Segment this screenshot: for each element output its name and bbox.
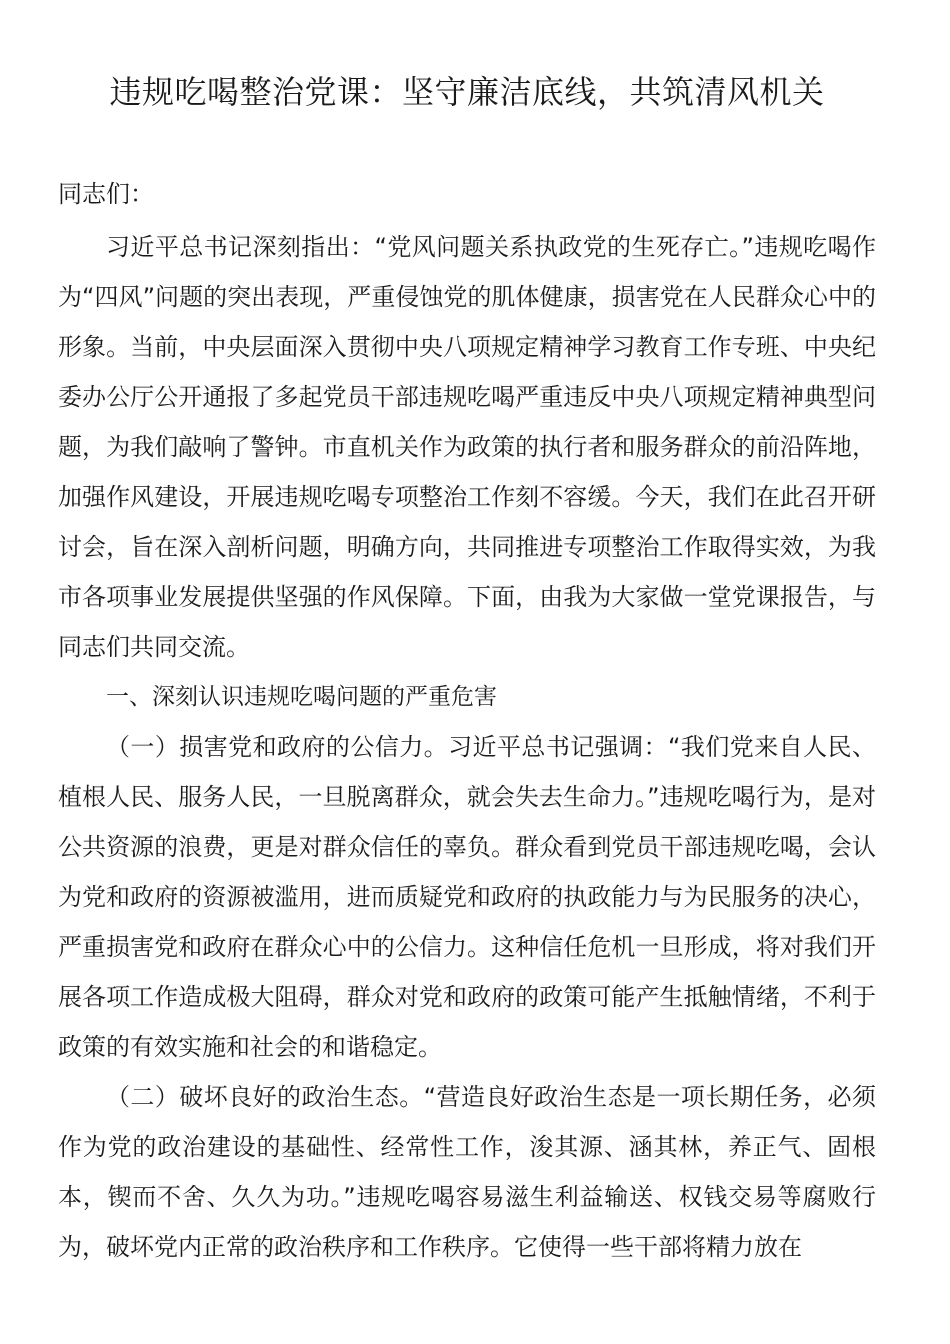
intro-paragraph: 习近平总书记深刻指出：“党风问题关系执政党的生死存亡。”违规吃喝作为“四风”问题的突出表现，严重侵蚀党的肌体健康，损害党在人民群众心中的形象。当前，中央层面深入贯彻中央八项规定精神学习教育工作专班、中央纪委办公厅公开通报了多起党员干部违规吃喝严重违反中央八项规定精神典型问题，为我们敲响了警钟。市直机关作为政策的执行者和服务群众的前沿阵地，加强作风建设，开展违规吃喝专项整治工作刻不容缓。今天，我们在此召开研讨会，旨在深入剖析问题，明确方向，共同推进专项整治工作取得实效，为我市各项事业发展提供坚强的作风保障。下面，由我为大家做一堂党课报告，与同志们共同交流。 <box>58 233 876 661</box>
salutation: 同志们： <box>58 180 154 208</box>
document-page <box>58 0 876 1272</box>
subsection-2-paragraph: （二）破坏良好的政治生态。“营造良好政治生态是一项长期任务，必须作为党的政治建设的基础性、经常性工作，浚其源、涵其林，养正气、固根本，锲而不舍、久久为功。”违规吃喝容易滋生利益输送、权钱交易等腐败行为，破坏党内正常的政治秩序和工作秩序。它使得一些干部将精力放在 <box>58 1083 876 1261</box>
subsection-1-paragraph: （一）损害党和政府的公信力。习近平总书记强调：“我们党来自人民、植根人民、服务人民，一旦脱离群众，就会失去生命力。”违规吃喝行为，是对公共资源的浪费，更是对群众信任的辜负。群众看到党员干部违规吃喝，会认为党和政府的资源被滥用，进而质疑党和政府的执政能力与为民服务的决心，严重损害党和政府在群众心中的公信力。这种信任危机一旦形成，将对我们开展各项工作造成极大阻碍，群众对党和政府的政策可能产生抵触情绪，不利于政策的有效实施和社会的和谐稳定。 <box>58 733 876 1061</box>
document-title: 违规吃喝整治党课：坚守廉洁底线，共筑清风机关 <box>109 73 825 111</box>
section-heading-1: 一、深刻认识违规吃喝问题的严重危害 <box>106 684 497 710</box>
